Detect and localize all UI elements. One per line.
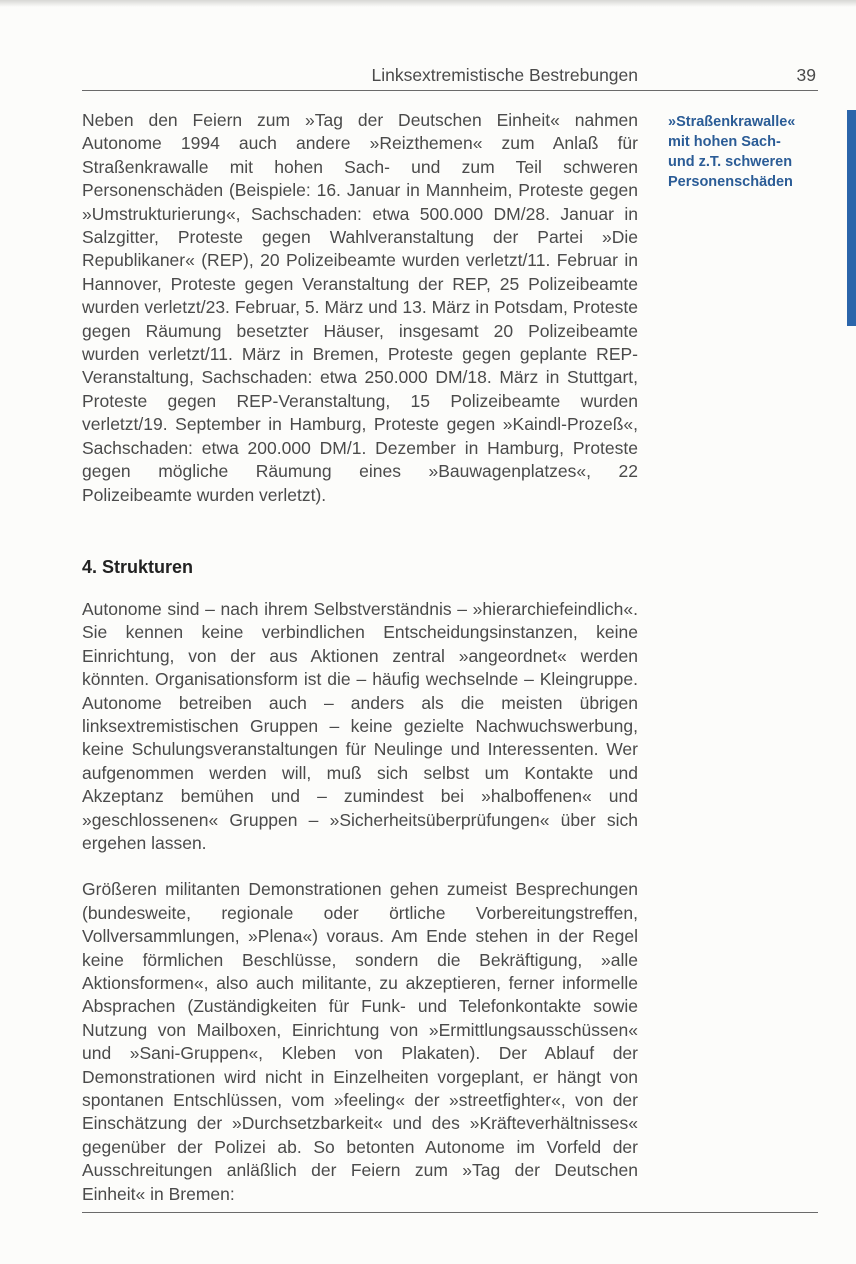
intro-paragraph: Neben den Feiern zum »Tag der Deutschen Einheit« nahmen Autonome 1994 auch andere »Reizthemen« zum Anlaß für Straßenkrawalle mit hohen Sach- und zum Teil schweren Personenschäden (Beispiele: 16. Januar in Mannheim, Proteste gegen »Umstrukturierung«, Sachschaden: etwa 500.000 DM/28. Januar in Salzgitter, Proteste gegen Wahlveranstaltung der Partei »Die Republikaner« (REP), 20 Polizeibeamte wurden verletzt/11. Februar in Hannover, Proteste gegen Veranstaltung der REP, 25 Polizeibeamte wurden verletzt/23. Februar, 5. März und 13. März in Potsdam, Proteste gegen Räumung besetzter Häuser, insgesamt 20 Polizeibeamte wurden verletzt/11. März in Bremen, Proteste gegen geplante REP-Veranstaltung, Sachschaden: etwa 250.000 DM/18. März in Stuttgart, Proteste gegen REP-Veranstaltung, 15 Polizeibeamte wurden verletzt/19. September in Hamburg, Proteste gegen »Kaindl-Prozeß«, Sachschaden: etwa 200.000 DM/1. Dezember in Hamburg, Proteste gegen mögliche Räumung eines »Bauwagenplatzes«, 22 Polizeibeamte wurden verletzt).	[82, 110, 638, 505]
section-heading: 4. Strukturen	[82, 556, 194, 577]
footer-rule	[82, 1212, 818, 1213]
side-color-tab	[847, 110, 856, 326]
paragraph-gap	[82, 855, 638, 878]
structures-paragraph-1: Autonome sind – nach ihrem Selbstverständnis – »hierarchiefeindlich«. Sie kennen keine verbindlichen Entscheidungsinstanzen, keine Einrichtung, von der aus Aktionen zentral »angeordnet« werden könnten. Organisationsform ist die – häufig wechselnde – Kleingruppe. Autonome betreiben auch – anders als die meisten übrigen linksextremistischen Gruppen – keine gezielte Nachwuchswerbung, keine Schulungsveranstaltungen für Neulinge und Interessenten. Wer aufgenommen werden will, muß sich selbst um Kontakte und Akzeptanz bemühen und – zumindest bei »halboffenen« und »geschlossenen« Gruppen – »Sicherheitsüberprüfungen« über sich ergehen lassen.	[82, 598, 638, 853]
page-top-edge	[0, 0, 856, 7]
main-text-column	[82, 109, 638, 1206]
page-number: 39	[796, 65, 816, 85]
margin-note: »Straßenkrawalle« mit hohen Sach- und z.T. schweren Personenschäden	[668, 114, 796, 190]
running-header	[82, 64, 818, 91]
structures-paragraph-2: Größeren militanten Demonstrationen gehen zumeist Besprechungen (bundesweite, regionale oder örtliche Vorbereitungstreffen, Vollversammlungen, »Plena«) voraus. Am Ende stehen in der Regel keine förmlichen Beschlüsse, sondern die Bekräftigung, »alle Aktionsformen«, also auch militante, zu akzeptieren, ferner informelle Absprachen (Zuständigkeiten für Funk- und Telefonkontakte sowie Nutzung von Mailboxen, Einrichtung von »Ermittlungsausschüssen« und »Sani-Gruppen«, Kleben von Plakaten). Der Ablauf der Demonstrationen wird nicht in Einzelheiten vorgeplant, er hängt von spontanen Entschlüssen, vom »feeling« der »streetfighter«, von der Einschätzung der »Durchsetzbarkeit« und des »Kräfteverhältnisses« gegenüber der Polizei ab. So betonten Autonome im Vorfeld der Ausschreitungen anläßlich der Feiern zum »Tag der Deutschen Einheit« in Bremen:	[82, 879, 638, 1204]
section-gap	[82, 507, 638, 555]
running-title: Linksextremistische Bestrebungen	[371, 65, 638, 85]
